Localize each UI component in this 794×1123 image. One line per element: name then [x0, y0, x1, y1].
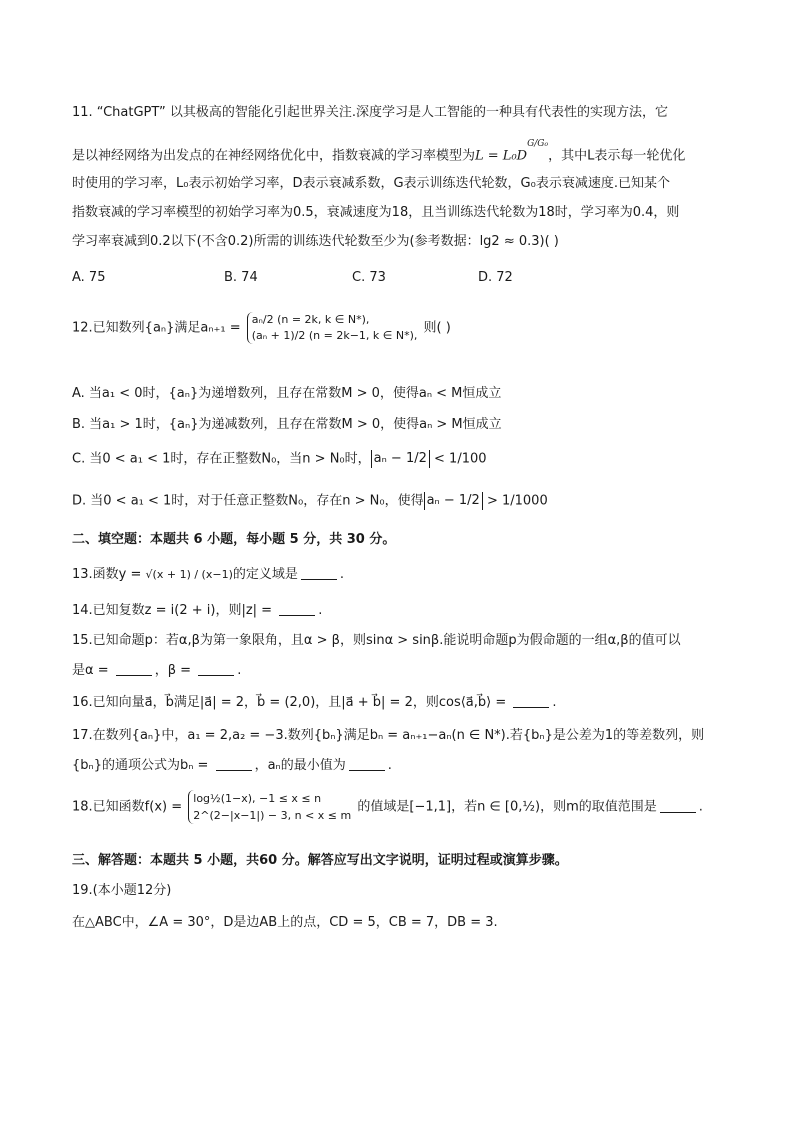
q12-option-a[interactable]: A. 当a₁ < 0时，{aₙ}为递增数列，且存在常数M > 0，使得aₙ < M恒成立 — [72, 386, 502, 401]
q18-suffix: 的值域是[−1,1]，若n ∈ [0,½)，则m的取值范围是 — [357, 799, 657, 815]
q11-formula: L = L₀D — [475, 148, 528, 164]
q11-option-d[interactable]: D. 72 — [478, 270, 513, 285]
q11-line4: 指数衰减的学习率模型的初始学习率为0.5，衰减速度为18，且当训练迭代轮数为18时，学习率为0.4，则 — [72, 205, 680, 220]
q11-line2 — [72, 139, 722, 165]
q16 — [72, 694, 722, 712]
q19-title: 19.(本小题12分) — [72, 883, 172, 898]
q18-case1: log½(1−x), −1 ≤ x ≤ n — [193, 792, 322, 805]
q13 — [72, 566, 722, 584]
q15-period: . — [237, 663, 242, 678]
q11-line3: 时使用的学习率，L₀表示初始学习率，D表示衰减系数，G表示训练迭代轮数，G₀表示衰减速度.已知某个 — [72, 176, 670, 191]
q18-answer-blank[interactable] — [660, 800, 696, 813]
q12-case2: (aₙ + 1)/2 (n = 2k−1, k ∈ N*), — [251, 329, 418, 342]
q12-option-d[interactable] — [72, 492, 722, 511]
q15-alpha-blank[interactable] — [116, 663, 152, 676]
q13-period: . — [339, 567, 345, 582]
q12-option-c-rel: < 1/100 — [434, 451, 487, 467]
q13-prefix: 13.函数y = — [72, 567, 142, 582]
q19-body: 在△ABC中，∠A = 30°，D是边AB上的点，CD = 5，CB = 7，DB = 3. — [72, 915, 498, 930]
q18-cases — [188, 790, 351, 824]
q12-cases — [247, 312, 418, 344]
q15-alpha-label: 是α = — [72, 663, 113, 678]
section-solution-heading: 三、解答题：本题共 5 小题，共60 分。解答应写出文字说明，证明过程或演算步骤。 — [72, 853, 568, 868]
q11-option-c[interactable]: C. 73 — [352, 270, 386, 285]
q12-option-c-abs: aₙ − 1/2 — [371, 450, 430, 468]
q16-period: . — [552, 695, 557, 710]
q17-line1: 17.在数列{aₙ}中，a₁ = 2,a₂ = −3.数列{bₙ}满足bₙ = aₙ₊₁−aₙ(n ∈ N*).若{bₙ}是公差为1的等差数列，则 — [72, 728, 705, 743]
q18-prefix: 18.已知函数f(x) = — [72, 799, 183, 815]
q12-option-d-abs: aₙ − 1/2 — [424, 492, 483, 510]
q16-answer-blank[interactable] — [513, 695, 549, 708]
q18 — [72, 790, 722, 824]
q12-prefix: 12.已知数列{aₙ}满足aₙ₊₁ = — [72, 320, 241, 336]
q12-option-c[interactable] — [72, 450, 722, 469]
q13-function: √(x + 1) / (x−1) — [145, 568, 233, 581]
q14 — [72, 602, 722, 620]
q18-period: . — [698, 799, 703, 815]
q12-suffix: 则( ) — [423, 320, 451, 336]
q14-answer-blank[interactable] — [279, 603, 315, 616]
q12-stem — [72, 312, 722, 344]
q12-option-c-text: C. 当0 < a₁ < 1时，存在正整数N₀，当n > N₀时， — [72, 451, 371, 467]
q13-text: 的定义域是 — [232, 567, 298, 582]
q11-formula-exponent: G/G₀ — [527, 139, 549, 149]
q14-text: 14.已知复数z = i(2 + i)，则|z| = — [72, 603, 277, 618]
q17-min-label: ，aₙ的最小值为 — [254, 758, 346, 773]
q11-line1: 11. “ChatGPT” 以其极高的智能化引起世界关注.深度学习是人工智能的一种具有代表性的实现方法，它 — [72, 105, 669, 120]
q15-beta-blank[interactable] — [198, 663, 234, 676]
q11-option-b[interactable]: B. 74 — [224, 270, 258, 285]
q17-line2 — [72, 757, 722, 775]
q11-option-a[interactable]: A. 75 — [72, 270, 106, 285]
q14-period: . — [318, 603, 323, 618]
q16-text: 16.已知向量a⃗，b⃗满足|a⃗| = 2，b⃗ = (2,0)，且|a⃗ + b⃗| = 2，则cos⟨a⃗,b⃗⟩ = — [72, 695, 511, 710]
q15-line2 — [72, 662, 722, 680]
q17-bn-blank[interactable] — [216, 758, 252, 771]
q15-line1: 15.已知命题p：若α,β为第一象限角，且α > β，则sinα > sinβ.能说明命题p为假命题的一组α,β的值可以 — [72, 633, 681, 648]
q17-min-blank[interactable] — [349, 758, 385, 771]
q17-period: . — [387, 758, 392, 773]
q17-bn-label: {bₙ}的通项公式为bₙ = — [72, 758, 213, 773]
section-fill-in-heading: 二、填空题：本题共 6 小题，每小题 5 分，共 30 分。 — [72, 532, 396, 547]
q11-line2-end: ，其中L表示每一轮优化 — [548, 148, 686, 164]
q13-answer-blank[interactable] — [301, 567, 337, 580]
q12-option-d-text: D. 当0 < a₁ < 1时，对于任意正整数N₀，存在n > N₀，使得 — [72, 493, 424, 509]
q15-beta-label: ，β = — [154, 663, 196, 678]
q12-case1: aₙ/2 (n = 2k, k ∈ N*), — [251, 313, 370, 326]
q11-line5: 学习率衰减到0.2以下(不含0.2)所需的训练迭代轮数至少为(参考数据：lg2 ≈ 0.3)( ) — [72, 234, 559, 249]
q18-case2: 2^(2−|x−1|) − 3, n < x ≤ m — [193, 809, 352, 822]
q11-line2-start: 是以神经网络为出发点的在神经网络优化中，指数衰减的学习率模型为 — [72, 148, 476, 164]
q12-option-d-rel: > 1/1000 — [486, 493, 548, 509]
q12-option-b[interactable]: B. 当a₁ > 1时，{aₙ}为递减数列，且存在常数M > 0，使得aₙ > M恒成立 — [72, 417, 502, 432]
